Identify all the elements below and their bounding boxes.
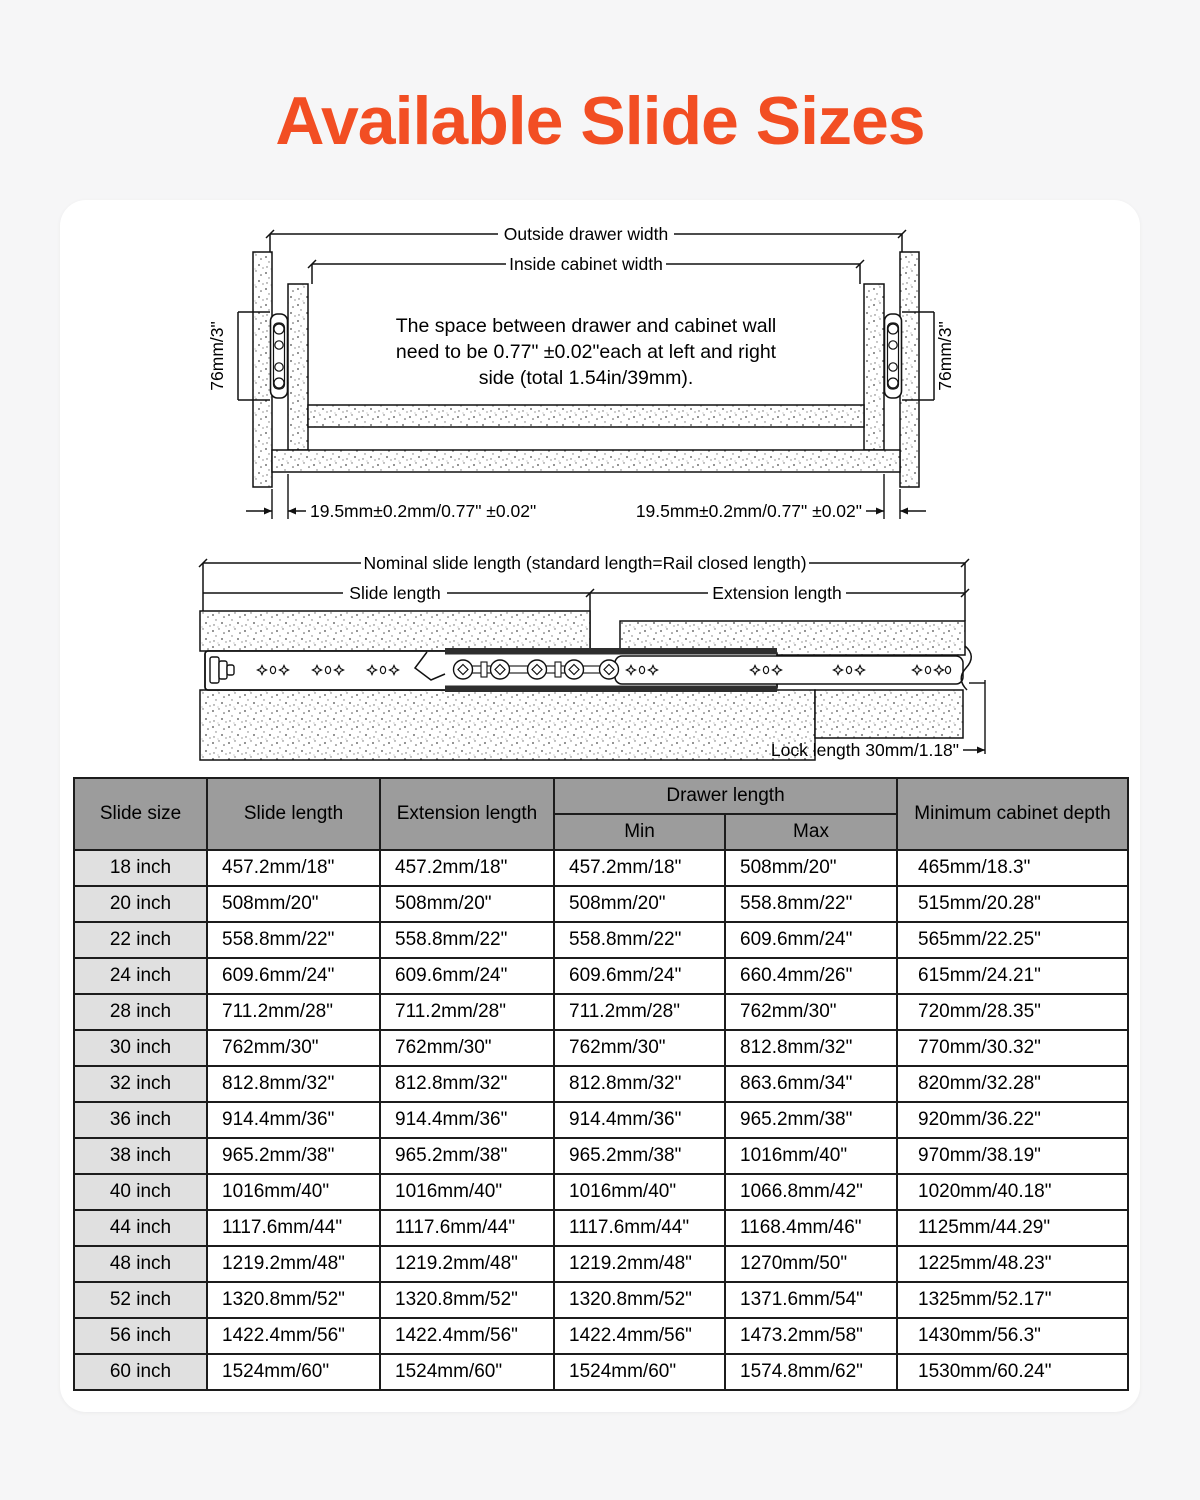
table-row [74,850,1128,886]
table-cell: 1422.4mm/56" [554,1318,725,1354]
table-cell: 1016mm/40" [725,1138,897,1174]
lock-length-arrow [977,747,985,754]
content-card [60,200,1140,1412]
extension-length-label: Extension length [712,583,842,603]
right-gap-arrow-right [876,508,884,515]
table-cell: 615mm/24.21" [897,958,1128,994]
table-cell: 720mm/28.35" [897,994,1128,1030]
table-row [74,1102,1128,1138]
carriage-bolt [555,662,561,677]
lower-right-board [815,690,963,738]
clearance-note-line2: need to be 0.77" ±0.02"each at left and right [395,341,777,363]
lock-length-dimension [963,680,985,754]
table-row [74,1138,1128,1174]
table-cell: 1117.6mm/44" [207,1210,380,1246]
table-cell: 1225mm/48.23" [897,1246,1128,1282]
table-cell: 609.6mm/24" [554,958,725,994]
mounting-hole [945,666,950,673]
right-cabinet-wall [864,284,884,450]
left-gap-arrow-left [288,508,296,515]
upper-left-board [200,611,590,651]
slide-sizes-table-body [74,850,1128,1390]
table-cell: 1168.4mm/46" [725,1210,897,1246]
table-cell: 457.2mm/18" [207,850,380,886]
cabinet-bottom-board [272,450,900,472]
table-cell: 508mm/20" [380,886,554,922]
header-drawer-length-max: Max [725,814,897,850]
table-cell: 1219.2mm/48" [554,1246,725,1282]
table-cell: 1117.6mm/44" [380,1210,554,1246]
table-cell: 1422.4mm/56" [207,1318,380,1354]
header-slide-length: Slide length [207,778,380,850]
slide-length-label: Slide length [349,583,441,603]
table-row [74,1246,1128,1282]
bearing-ball [565,660,584,679]
table-cell: 914.4mm/36" [554,1102,725,1138]
table-row [74,1030,1128,1066]
table-cell: 711.2mm/28" [554,994,725,1030]
table-cell: 558.8mm/22" [207,922,380,958]
table-cell: 1473.2mm/58" [725,1318,897,1354]
table-cell: 508mm/20" [207,886,380,922]
right-clearance-label: 76mm/3" [935,321,955,391]
left-drawer-wall [253,252,272,487]
table-cell: 1524mm/60" [207,1354,380,1390]
table-cell: 60 inch [74,1354,207,1390]
table-cell: 863.6mm/34" [725,1066,897,1102]
table-cell: 1016mm/40" [207,1174,380,1210]
table-cell: 558.8mm/22" [554,922,725,958]
lock-length-label: Lock length 30mm/1.18" [770,740,959,760]
table-cell: 770mm/30.32" [897,1030,1128,1066]
mounting-holes-group [313,666,344,675]
nominal-length-label: Nominal slide length (standard length=Rail closed length) [363,553,807,573]
table-cell: 762mm/30" [554,1030,725,1066]
table-cell: 914.4mm/36" [380,1102,554,1138]
right-drawer-wall [900,252,919,487]
table-cell: 812.8mm/32" [207,1066,380,1102]
table-cell: 711.2mm/28" [207,994,380,1030]
table-cell: 558.8mm/22" [725,886,897,922]
left-gap-arrow-right [264,508,272,515]
table-cell: 1524mm/60" [380,1354,554,1390]
table-cell: 1530mm/60.24" [897,1354,1128,1390]
table-cell: 48 inch [74,1246,207,1282]
left-gap-label: 19.5mm±0.2mm/0.77" ±0.02" [310,501,537,521]
table-cell: 22 inch [74,922,207,958]
table-cell: 914.4mm/36" [207,1102,380,1138]
table-cell: 1524mm/60" [554,1354,725,1390]
table-cell: 44 inch [74,1210,207,1246]
table-row [74,994,1128,1030]
table-cell: 465mm/18.3" [897,850,1128,886]
table-row [74,886,1128,922]
bearing-ball [600,660,619,679]
table-cell: 812.8mm/32" [554,1066,725,1102]
mounting-holes-group [627,666,658,675]
table-row [74,1282,1128,1318]
bearing-ball [528,660,547,679]
table-cell: 52 inch [74,1282,207,1318]
table-cell: 762mm/30" [380,1030,554,1066]
mounting-holes-group [751,666,782,675]
table-cell: 1066.8mm/42" [725,1174,897,1210]
left-slide-cross-section [271,314,288,398]
table-cell: 762mm/30" [725,994,897,1030]
table-cell: 920mm/36.22" [897,1102,1128,1138]
bearing-ball [454,660,473,679]
table-cell: 36 inch [74,1102,207,1138]
carriage-bolt [481,662,487,677]
table-cell: 1270mm/50" [725,1246,897,1282]
right-gap-label: 19.5mm±0.2mm/0.77" ±0.02" [635,501,862,521]
table-row [74,1174,1128,1210]
table-cell: 965.2mm/38" [207,1138,380,1174]
table-cell: 38 inch [74,1138,207,1174]
table-cell: 565mm/22.25" [897,922,1128,958]
lower-left-board [200,690,815,760]
cross-section-diagram [200,222,990,534]
table-cell: 970mm/38.19" [897,1138,1128,1174]
mounting-holes-group [368,666,399,675]
table-cell: 812.8mm/32" [380,1066,554,1102]
mounting-holes-group [258,666,289,675]
clearance-note-line1: The space between drawer and cabinet wall [395,315,777,337]
table-row [74,1354,1128,1390]
slide-length-diagram [195,548,995,763]
table-cell: 515mm/20.28" [897,886,1128,922]
table-cell: 30 inch [74,1030,207,1066]
right-slide-cross-section [885,314,902,398]
left-cabinet-wall [288,284,308,450]
table-cell: 965.2mm/38" [725,1102,897,1138]
table-cell: 1574.8mm/62" [725,1354,897,1390]
table-cell: 1422.4mm/56" [380,1318,554,1354]
table-cell: 1016mm/40" [380,1174,554,1210]
table-cell: 1219.2mm/48" [380,1246,554,1282]
table-cell: 56 inch [74,1318,207,1354]
header-drawer-length: Drawer length [554,778,897,814]
table-row [74,922,1128,958]
table-cell: 609.6mm/24" [725,922,897,958]
table-row [74,1066,1128,1102]
outside-drawer-width-label: Outside drawer width [503,224,669,244]
carriage-bottom-bar [445,686,777,693]
clearance-note-line3: side (total 1.54in/39mm). [478,367,694,389]
inside-cabinet-width-label: Inside cabinet width [509,254,663,274]
table-cell: 457.2mm/18" [380,850,554,886]
carriage-top-bar [445,648,777,655]
table-row [74,1210,1128,1246]
table-cell: 28 inch [74,994,207,1030]
bearing-ball [491,660,510,679]
table-cell: 32 inch [74,1066,207,1102]
header-drawer-length-min: Min [554,814,725,850]
header-extension-length: Extension length [380,778,554,850]
table-cell: 660.4mm/26" [725,958,897,994]
table-cell: 1371.6mm/54" [725,1282,897,1318]
header-slide-size: Slide size [74,778,207,850]
table-cell: 457.2mm/18" [554,850,725,886]
table-cell: 508mm/20" [554,886,725,922]
table-header [74,778,1128,850]
table-cell: 1020mm/40.18" [897,1174,1128,1210]
slide-sizes-table [73,777,1129,1391]
table-cell: 1125mm/44.29" [897,1210,1128,1246]
table-cell: 1320.8mm/52" [207,1282,380,1318]
table-cell: 20 inch [74,886,207,922]
header-minimum-cabinet-depth: Minimum cabinet depth [897,778,1128,850]
table-cell: 18 inch [74,850,207,886]
mounting-holes-group [913,666,944,675]
table-cell: 1320.8mm/52" [554,1282,725,1318]
right-gap-arrow-left [900,508,908,515]
table-cell: 609.6mm/24" [207,958,380,994]
table-cell: 609.6mm/24" [380,958,554,994]
table-cell: 820mm/32.28" [897,1066,1128,1102]
left-clearance-label: 76mm/3" [207,321,227,391]
table-cell: 1219.2mm/48" [207,1246,380,1282]
table-cell: 1320.8mm/52" [380,1282,554,1318]
table-cell: 558.8mm/22" [380,922,554,958]
table-row [74,1318,1128,1354]
drawer-bottom-board [308,405,864,427]
page-title: Available Slide Sizes [275,83,925,159]
table-cell: 24 inch [74,958,207,994]
table-cell: 40 inch [74,1174,207,1210]
table-cell: 965.2mm/38" [554,1138,725,1174]
table-cell: 508mm/20" [725,850,897,886]
table-cell: 965.2mm/38" [380,1138,554,1174]
table-cell: 812.8mm/32" [725,1030,897,1066]
table-cell: 1325mm/52.17" [897,1282,1128,1318]
table-cell: 1016mm/40" [554,1174,725,1210]
table-cell: 711.2mm/28" [380,994,554,1030]
mounting-holes-group [834,666,865,675]
table-cell: 1117.6mm/44" [554,1210,725,1246]
table-row [74,958,1128,994]
table-cell: 1430mm/56.3" [897,1318,1128,1354]
table-cell: 762mm/30" [207,1030,380,1066]
